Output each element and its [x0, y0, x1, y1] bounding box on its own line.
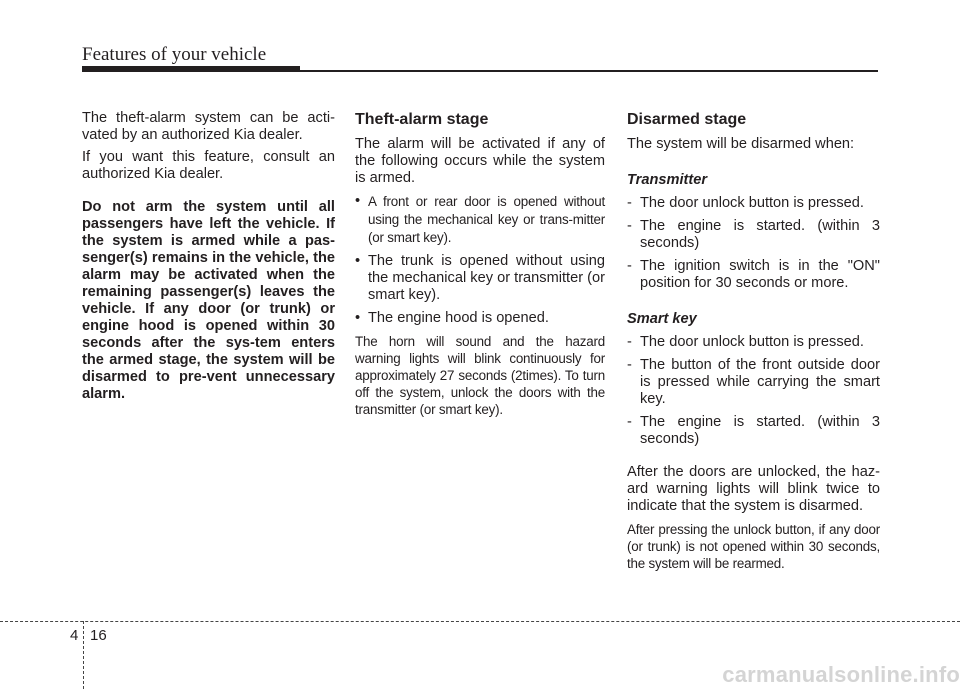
- bullet-item: • The engine hood is opened.: [355, 310, 549, 326]
- footer-divider: [83, 621, 84, 689]
- theft-alarm-after-paragraph: The horn will sound and the hazard warning lights will blink continuously for approximately 27 seconds (2times). To turn off the system, unlock the doors with the transmitter (or smart key).: [355, 334, 605, 417]
- page-number: 16: [90, 627, 107, 644]
- page-header-title: Features of your vehicle: [82, 44, 267, 65]
- dash-icon: -: [627, 414, 632, 430]
- disarmed-after-paragraph-1: After the doors are unlocked, the haz-ard warning lights will blink twice to indicate that the system is disarmed.: [627, 464, 880, 514]
- theft-alarm-intro: The alarm will be activated if any of the following occurs while the system is armed.: [355, 136, 605, 186]
- disarmed-intro: The system will be disarmed when:: [627, 136, 855, 152]
- header-rule-thin: [300, 70, 878, 72]
- smart-key-list: [627, 334, 880, 448]
- dash-item: - The button of the front outside door is pressed while carrying the smart key.: [627, 357, 880, 407]
- theft-alarm-bullet-list: [355, 193, 605, 327]
- dash-icon: -: [627, 195, 632, 211]
- warning-paragraph: Do not arm the system until all passengers have left the vehicle. If the system is armed while a pas-senger(s) remains in the vehicle, the alarm may be activated when the remaining passenger(s) leaves the vehicle. If any door (or trunk) or engine hood is opened within 30 seconds after the sys-tem enters the armed stage, the system will be disarmed to pre-vent unnecessary alarm.: [82, 199, 335, 402]
- theft-alarm-stage-heading: Theft-alarm stage: [355, 111, 489, 128]
- bullet-icon: •: [355, 193, 361, 209]
- footer-rule: [0, 621, 960, 622]
- column-3: [627, 110, 880, 572]
- header-rule-thick: [82, 66, 300, 72]
- intro-paragraph-2: If you want this feature, consult an authorized Kia dealer.: [82, 149, 335, 182]
- dash-item: - The door unlock button is pressed.: [627, 195, 864, 211]
- bullet-item: • A front or rear door is opened without using the mechanical key or trans-mitter (or smart key).: [355, 193, 605, 245]
- intro-paragraph-1: The theft-alarm system can be acti-vated by an authorized Kia dealer.: [82, 110, 335, 143]
- dash-item: - The engine is started. (within 3 seconds): [627, 218, 880, 251]
- dash-icon: -: [627, 258, 632, 274]
- watermark: carmanualsonline.info: [722, 662, 960, 687]
- dash-icon: -: [627, 357, 632, 373]
- dash-item: - The engine is started. (within 3 seconds): [627, 414, 880, 447]
- column-2: [355, 110, 605, 418]
- dash-icon: -: [627, 218, 632, 234]
- bullet-item: • The trunk is opened without using the mechanical key or transmitter (or smart key).: [355, 253, 605, 303]
- transmitter-subheading: Transmitter: [627, 172, 708, 188]
- transmitter-list: [627, 195, 880, 292]
- dash-item: - The ignition switch is in the "ON" position for 30 seconds or more.: [627, 258, 880, 291]
- bullet-icon: •: [355, 310, 361, 326]
- dash-item: - The door unlock button is pressed.: [627, 334, 864, 350]
- bullet-icon: •: [355, 253, 361, 269]
- disarmed-stage-heading: Disarmed stage: [627, 111, 747, 128]
- chapter-number: 4: [70, 627, 79, 644]
- disarmed-after-paragraph-2: After pressing the unlock button, if any door (or trunk) is not opened within 30 seconds, the system will be rearmed.: [627, 522, 880, 571]
- smart-key-subheading: Smart key: [627, 311, 697, 327]
- dash-icon: -: [627, 334, 632, 350]
- column-1: [82, 110, 335, 403]
